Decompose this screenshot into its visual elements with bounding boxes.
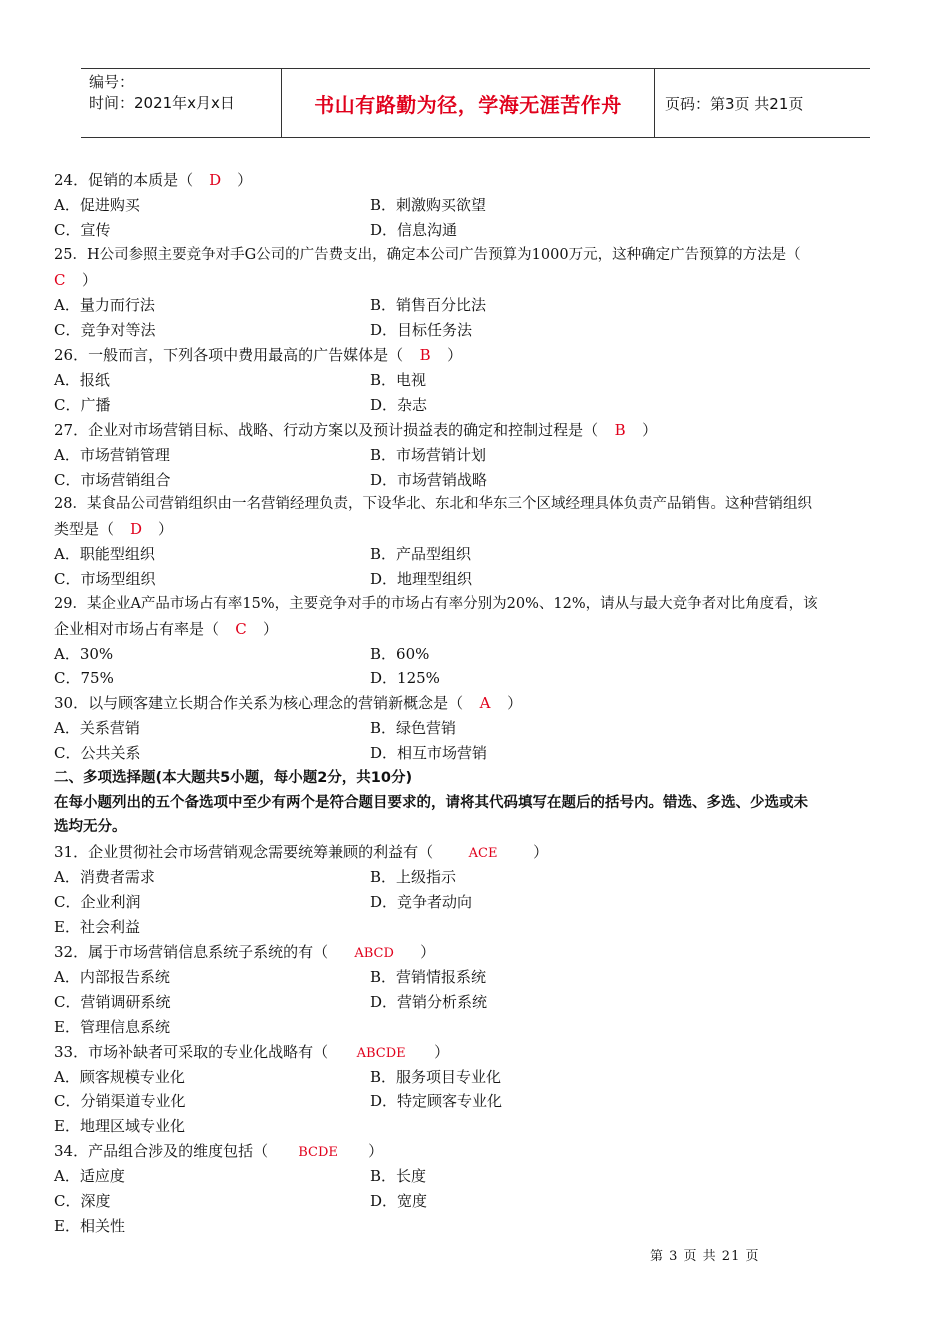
option-26-b: B．电视: [370, 371, 427, 389]
answer-29: C: [235, 620, 247, 638]
question-26-stem: [54, 343, 462, 367]
header-motto: 书山有路勤为径，学海无涯苦作舟: [281, 69, 655, 137]
stem-close: ）: [447, 346, 463, 364]
option-34-a: A．适应度: [54, 1167, 125, 1185]
question-25-stem-cont: [54, 268, 97, 292]
answer-28: D: [130, 520, 143, 538]
stem-text: 企业相对市场占有率是（: [54, 620, 220, 638]
answer-30: A: [479, 694, 491, 712]
option-33-b: B．服务项目专业化: [370, 1068, 502, 1086]
page-header: [81, 68, 870, 138]
question-34-stem: [54, 1139, 383, 1163]
answer-25: C: [54, 271, 66, 289]
answer-27: B: [614, 421, 626, 439]
option-29-b: B．60%: [370, 645, 430, 663]
option-25-d: D．目标任务法: [370, 321, 473, 339]
option-32-d: D．营销分析系统: [370, 993, 488, 1011]
stem-close: ）: [533, 843, 549, 861]
answer-26: B: [419, 346, 431, 364]
option-26-c: C．广播: [54, 396, 111, 414]
option-32-e: E．管理信息系统: [54, 1018, 170, 1036]
option-27-b: B．市场营销计划: [370, 446, 487, 464]
option-30-b: B．绿色营销: [370, 719, 457, 737]
section-2-instructions: 在每小题列出的五个备选项中至少有两个是符合题目要求的，请将其代码填写在题后的括号内。错选、多选、少选或未: [54, 795, 808, 811]
option-33-e: E．地理区域专业化: [54, 1117, 185, 1135]
option-33-d: D．特定顾客专业化: [370, 1092, 503, 1110]
page-footer: 第 3 页 共 21 页: [650, 1249, 760, 1264]
question-33-stem: [54, 1040, 449, 1064]
section-2-title: 二、多项选择题(本大题共5小题，每小题2分，共10分): [54, 770, 413, 786]
stem-text: 32．属于市场营销信息系统子系统的有（: [54, 943, 329, 961]
time-label: 时间：2021年x月x日: [89, 94, 235, 112]
stem-text: 31．企业贯彻社会市场营销观念需要统筹兼顾的利益有（: [54, 843, 434, 861]
stem-text: 类型是（: [54, 520, 115, 538]
option-31-a: A．消费者需求: [54, 868, 155, 886]
stem-text: 34．产品组合涉及的维度包括（: [54, 1142, 269, 1160]
option-32-c: C．营销调研系统: [54, 993, 171, 1011]
question-28-stem-cont: [54, 517, 173, 541]
option-24-b: B．刺激购买欲望: [370, 196, 487, 214]
option-24-a: A．促进购买: [54, 196, 140, 214]
option-27-a: A．市场营销管理: [54, 446, 170, 464]
option-28-c: C．市场型组织: [54, 570, 156, 588]
option-33-c: C．分销渠道专业化: [54, 1092, 186, 1110]
header-page-info: 页码：第3页 共21页: [665, 94, 804, 113]
answer-33: ABCDE: [356, 1046, 406, 1061]
stem-close: ）: [368, 1142, 384, 1160]
stem-text: 30．以与顾客建立长期合作关系为核心理念的营销新概念是（: [54, 694, 464, 712]
stem-close: ）: [158, 520, 174, 538]
question-27-stem: [54, 418, 657, 442]
option-24-c: C．宣传: [54, 221, 111, 239]
option-32-a: A．内部报告系统: [54, 968, 170, 986]
option-25-c: C．竞争对等法: [54, 321, 156, 339]
option-34-e: E．相关性: [54, 1217, 125, 1235]
option-28-b: B．产品型组织: [370, 545, 472, 563]
stem-text: 27．企业对市场营销目标、战略、行动方案以及预计损益表的确定和控制过程是（: [54, 421, 599, 439]
option-26-d: D．杂志: [370, 396, 428, 414]
option-29-d: D．125%: [370, 669, 440, 687]
option-30-c: C．公共关系: [54, 744, 141, 762]
stem-close: ）: [507, 694, 523, 712]
answer-32: ABCD: [354, 946, 394, 961]
stem-close: ）: [642, 421, 658, 439]
question-29-stem-cont: [54, 617, 278, 641]
option-25-b: B．销售百分比法: [370, 296, 487, 314]
option-24-d: D．信息沟通: [370, 221, 458, 239]
option-27-d: D．市场营销战略: [370, 471, 488, 489]
question-28-stem: 28．某食品公司营销组织由一名营销经理负责，下设华北、东北和华东三个区域经理具体负责产品销售。这种营销组织: [54, 496, 812, 512]
option-33-a: A．顾客规模专业化: [54, 1068, 185, 1086]
option-31-c: C．企业利润: [54, 893, 141, 911]
answer-24: D: [209, 171, 222, 189]
answer-31: ACE: [468, 846, 498, 861]
question-29-stem: 29．某企业A产品市场占有率15%，主要竞争对手的市场占有率分别为20%、12%，请从与最大竞争者对比角度看，该: [54, 596, 818, 612]
section-2-instructions-cont: 选均无分。: [54, 819, 127, 835]
header-meta: [81, 69, 281, 137]
option-32-b: B．营销情报系统: [370, 968, 487, 986]
option-27-c: C．市场营销组合: [54, 471, 171, 489]
option-34-b: B．长度: [370, 1167, 427, 1185]
stem-text: 33．市场补缺者可采取的专业化战略有（: [54, 1043, 329, 1061]
stem-text: 24．促销的本质是（: [54, 171, 194, 189]
option-31-b: B．上级指示: [370, 868, 457, 886]
option-28-a: A．职能型组织: [54, 545, 155, 563]
stem-close: ）: [434, 1043, 450, 1061]
option-31-e: E．社会利益: [54, 918, 140, 936]
question-30-stem: [54, 691, 522, 715]
option-25-a: A．量力而行法: [54, 296, 155, 314]
answer-34: BCDE: [298, 1145, 338, 1160]
option-26-a: A．报纸: [54, 371, 110, 389]
option-29-a: A．30%: [54, 645, 114, 663]
question-24-stem: [54, 168, 252, 192]
stem-close: ）: [82, 271, 98, 289]
stem-text: 26．一般而言，下列各项中费用最高的广告媒体是（: [54, 346, 404, 364]
option-34-c: C．深度: [54, 1192, 111, 1210]
question-32-stem: [54, 940, 435, 964]
option-30-d: D．相互市场营销: [370, 744, 488, 762]
option-31-d: D．竞争者动向: [370, 893, 473, 911]
stem-close: ）: [420, 943, 436, 961]
option-28-d: D．地理型组织: [370, 570, 473, 588]
question-25-stem: 25．H公司参照主要竞争对手G公司的广告费支出，确定本公司广告预算为1000万元，这种确定广告预算的方法是（: [54, 247, 801, 263]
stem-close: ）: [237, 171, 253, 189]
option-30-a: A．关系营销: [54, 719, 140, 737]
question-31-stem: [54, 840, 548, 864]
option-34-d: D．宽度: [370, 1192, 428, 1210]
stem-close: ）: [263, 620, 279, 638]
option-29-c: C．75%: [54, 669, 114, 687]
code-label: 编号：: [89, 73, 135, 91]
